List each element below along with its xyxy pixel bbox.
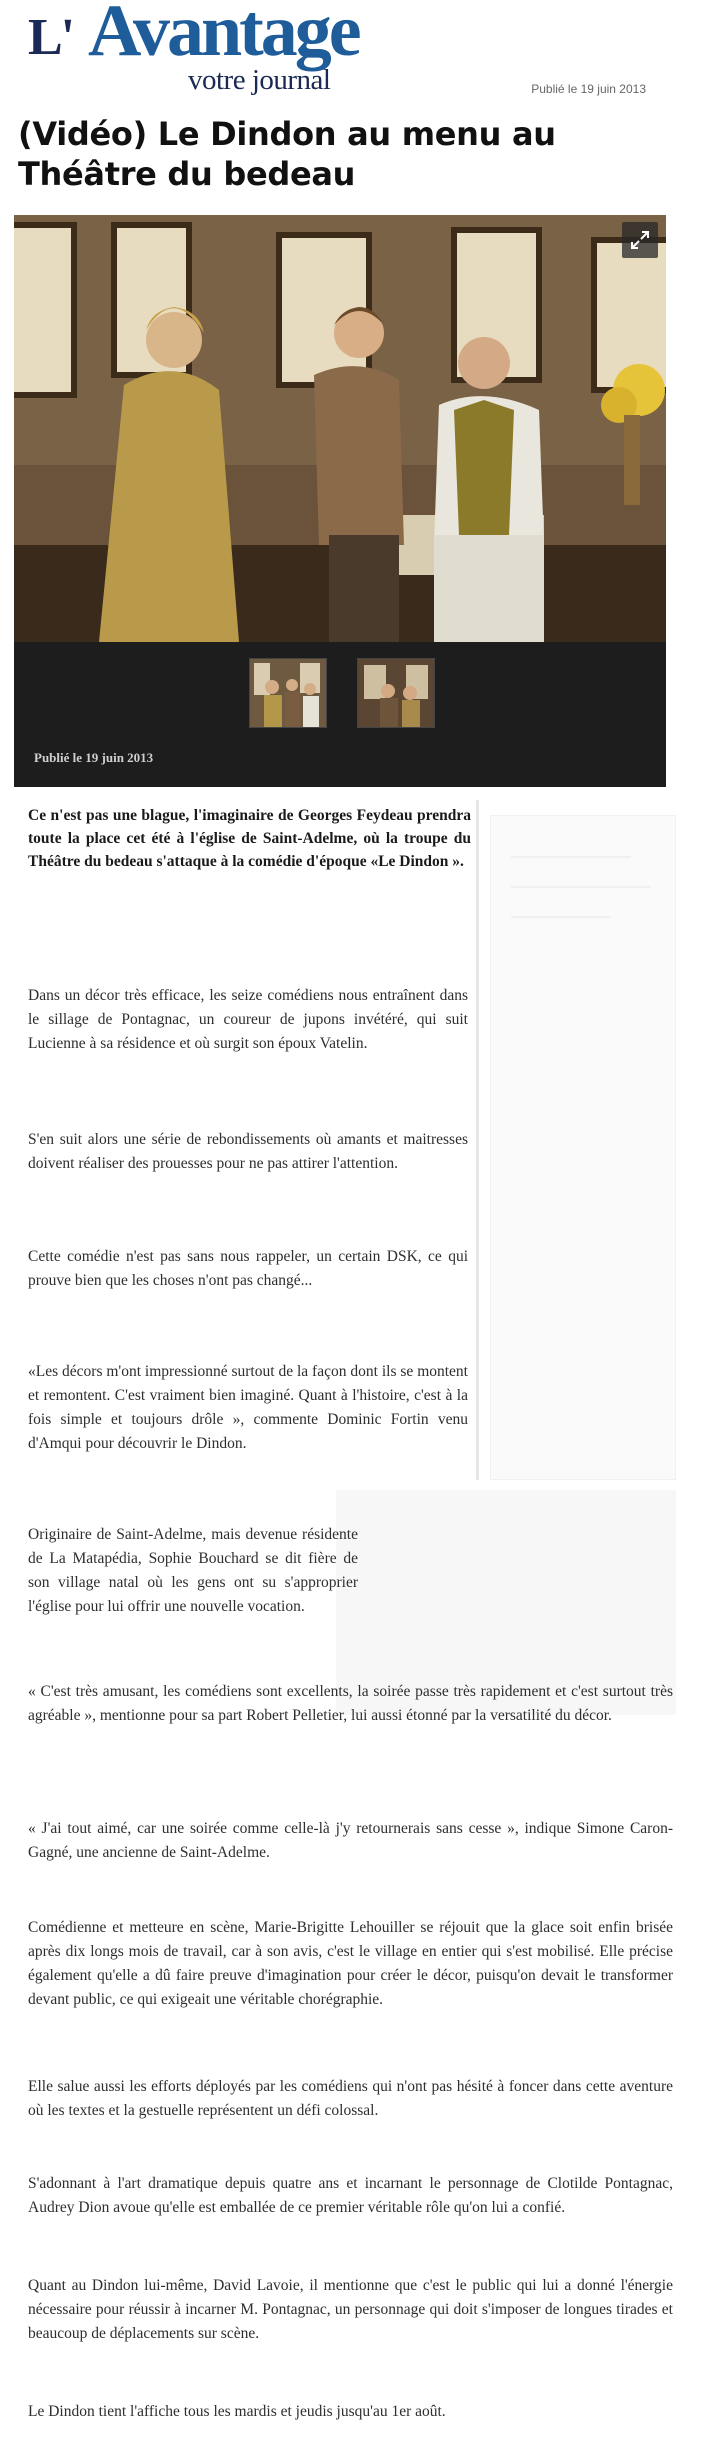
article-paragraph: Quant au Dindon lui-même, David Lavoie, il mentionne que c'est le public qui lui a donné l'énergie nécessaire pour réussir à incarner M. Pontagnac, un personnage qui doit s'imposer de longues tirades et beaucoup de déplacements sur scène.	[28, 2277, 673, 2342]
article-paragraph: S'en suit alors une série de rebondissements où amants et maitresses doivent réaliser des prouesses pour ne pas attirer l'attention.	[28, 1131, 468, 1172]
header-publish-date: Publié le 19 juin 2013	[531, 82, 646, 96]
article-paragraph: Le Dindon tient l'affiche tous les mardis et jeudis jusqu'au 1er août.	[28, 2403, 446, 2420]
article-paragraph: Cette comédie n'est pas sans nous rappeler, un certain DSK, ce qui prouve bien que les choses n'ont pas changé...	[28, 1248, 468, 1289]
article-paragraph: Dans un décor très efficace, les seize comédiens nous entraînent dans le sillage de Pontagnac, un coureur de jupons invétéré, qui suit Lucienne à sa résidence et où surgit son époux Vatelin.	[28, 987, 468, 1052]
logo-tagline: votre journal	[188, 64, 331, 96]
logo-wordmark: Avantage	[88, 0, 359, 72]
site-header	[0, 0, 702, 110]
article-paragraph: Elle salue aussi les efforts déployés par les comédiens qui n'ont pas hésité à foncer dans cette aventure où les textes et la gestuelle représentent un défi colossal.	[28, 2078, 673, 2119]
logo-prefix: L'	[28, 9, 74, 66]
article-title: (Vidéo) Le Dindon au menu au Théâtre du bedeau	[18, 115, 556, 193]
thumbnail-image	[358, 659, 435, 728]
thumbnail-image	[250, 659, 327, 728]
article-paragraph: S'adonnant à l'art dramatique depuis quatre ans et incarnant le personnage de Clotilde Pontagnac, Audrey Dion avoue qu'elle est emballée de ce premier véritable rôle qu'on lui a confié.	[28, 2175, 673, 2216]
column-divider	[476, 800, 479, 1480]
sidebar-line	[511, 886, 651, 888]
article-paragraph: Comédienne et metteure en scène, Marie-Brigitte Lehouiller se réjouit que la glace soit enfin brisée après dix longs mois de travail, car à son avis, c'est le village en entier qui s'est mobilisé. Elle précise également qu'elle a dû faire preuve d'imagination pour créer le décor, puisqu'on devait le transformer devant public, ce qui exigeait une véritable chorégraphie.	[28, 1919, 673, 2008]
article-paragraph: Originaire de Saint-Adelme, mais devenue résidente de La Matapédia, Sophie Bouchard se dit fière de son village natal où les gens ont su s'approprier l'église pour lui offrir une nouvelle vocation.	[28, 1526, 358, 1615]
article-paragraph: «Les décors m'ont impressionné surtout de la façon dont ils se montent et remontent. C'est vraiment bien imaginé. Quant à l'histoire, c'est à la fois simple et toujours drôle », commente Dominic Fortin venu d'Amqui pour découvrir le Dindon.	[28, 1363, 468, 1452]
article-lead: Ce n'est pas une blague, l'imaginaire de Georges Feydeau prendra toute la place cet été à l'église de Saint-Adelme, où la troupe du Théâtre du bedeau s'attaque à la comédie d'époque «Le Dindon ».	[28, 807, 471, 870]
sidebar-placeholder	[490, 815, 676, 1480]
article-paragraph: « J'ai tout aimé, car une soirée comme celle-là j'y retournerais sans cesse », indique Simone Caron-Gagné, une ancienne de Saint-Adelme.	[28, 1820, 673, 1861]
article-paragraph: « C'est très amusant, les comédiens sont excellents, la soirée passe très rapidement et c'est surtout très agréable », mentionne pour sa part Robert Pelletier, lui aussi étonné par la versatilité du décor.	[28, 1683, 673, 1724]
gallery-publish-date: Publié le 19 juin 2013	[34, 750, 154, 765]
gallery-thumbnail[interactable]	[357, 658, 435, 728]
site-logo[interactable]	[28, 2, 408, 98]
article-main-photo[interactable]	[14, 215, 666, 642]
expand-photo-button[interactable]	[622, 222, 658, 258]
sidebar-line	[511, 916, 611, 918]
gallery-thumbnail[interactable]	[249, 658, 327, 728]
sidebar-line	[511, 856, 631, 858]
expand-icon	[631, 231, 649, 249]
photo-gallery-strip	[14, 642, 666, 787]
stage-scene-illustration	[14, 215, 666, 642]
